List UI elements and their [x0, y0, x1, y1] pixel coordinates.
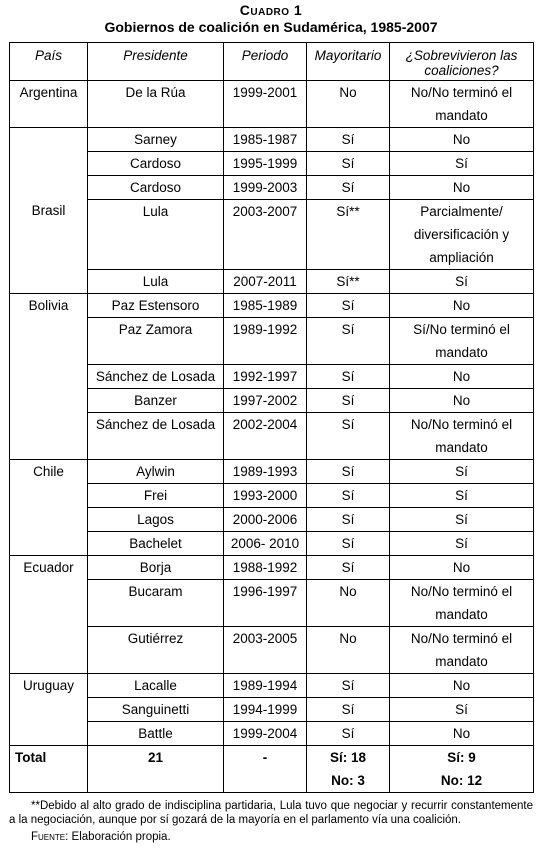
cell-sobrevivieron: No — [390, 294, 534, 318]
cell-sobrevivieron: No — [390, 365, 534, 389]
table-row — [10, 532, 534, 556]
cell-periodo: 1989-1992 — [224, 318, 307, 365]
cell-mayoritario: Sí — [307, 556, 390, 580]
cell-mayoritario: Sí — [307, 389, 390, 413]
caption-title: Gobiernos de coalición en Sudamérica, 1985-2007 — [104, 19, 438, 35]
table-row — [10, 200, 534, 270]
cell-periodo: 2000-2006 — [224, 508, 307, 532]
cell-pais: Uruguay — [10, 674, 88, 746]
table-row — [10, 508, 534, 532]
cell-mayoritario: Sí** — [307, 200, 390, 270]
table-row — [10, 176, 534, 200]
cell-periodo: 1992-1997 — [224, 365, 307, 389]
cell-presidente: Cardoso — [88, 176, 224, 200]
total-row — [10, 746, 534, 793]
cell-periodo: 2003-2005 — [224, 627, 307, 674]
cell-pais: Chile — [10, 460, 88, 556]
table-row — [10, 413, 534, 460]
total-label: Total — [10, 746, 88, 793]
cell-sobrevivieron: No/No terminó el mandato — [390, 580, 534, 627]
total-mayoritario-si: Sí: 18 — [329, 750, 367, 765]
cell-presidente: Sarney — [88, 128, 224, 152]
cell-periodo: 2002-2004 — [224, 413, 307, 460]
cell-mayoritario: Sí — [307, 152, 390, 176]
cell-sobrevivieron: No/No terminó el mandato — [390, 413, 534, 460]
table-row — [10, 294, 534, 318]
cell-mayoritario: Sí** — [307, 270, 390, 294]
source-text: Elaboración propia. — [71, 831, 171, 843]
cell-sobrevivieron: No/No terminó el mandato — [390, 81, 534, 128]
table-row — [10, 698, 534, 722]
total-sobrevivieron-no: No: 12 — [440, 773, 483, 788]
cell-sobrevivieron: Sí — [390, 270, 534, 294]
cell-presidente: Battle — [88, 722, 224, 746]
total-periodo: - — [224, 746, 307, 793]
cell-periodo: 2006- 2010 — [224, 532, 307, 556]
cell-mayoritario: Sí — [307, 365, 390, 389]
cell-presidente: Aylwin — [88, 460, 224, 484]
table-row — [10, 627, 534, 674]
table-row — [10, 580, 534, 627]
cell-presidente: Lula — [88, 270, 224, 294]
cell-sobrevivieron: Sí — [390, 698, 534, 722]
table-row — [10, 674, 534, 698]
cell-mayoritario: Sí — [307, 294, 390, 318]
total-sobrevivieron-si: Sí: 9 — [447, 750, 476, 765]
table-row — [10, 152, 534, 176]
cell-presidente: Cardoso — [88, 152, 224, 176]
cell-sobrevivieron: Sí — [390, 152, 534, 176]
cell-periodo: 2003-2007 — [224, 200, 307, 270]
cell-presidente: Gutiérrez — [88, 627, 224, 674]
cell-pais: Bolivia — [10, 294, 88, 460]
cell-mayoritario: Sí — [307, 698, 390, 722]
cell-periodo: 1997-2002 — [224, 389, 307, 413]
cell-pais: Ecuador — [10, 556, 88, 674]
cell-periodo: 1999-2004 — [224, 722, 307, 746]
cell-presidente: Paz Estensoro — [88, 294, 224, 318]
table-notes — [9, 799, 533, 844]
cell-sobrevivieron: Parcialmente/ diversificación y ampliación — [390, 200, 534, 270]
cell-mayoritario: Sí — [307, 318, 390, 365]
cell-sobrevivieron: No — [390, 674, 534, 698]
table-row — [10, 128, 534, 152]
cell-mayoritario: Sí — [307, 508, 390, 532]
header-presidente: Presidente — [88, 43, 224, 81]
cell-presidente: Borja — [88, 556, 224, 580]
header-mayoritario: Mayoritario — [307, 43, 390, 81]
table-caption — [9, 2, 533, 36]
table-row — [10, 81, 534, 128]
table-row — [10, 270, 534, 294]
cell-presidente: Frei — [88, 484, 224, 508]
cell-presidente: Banzer — [88, 389, 224, 413]
cell-mayoritario: Sí — [307, 128, 390, 152]
cell-mayoritario: Sí — [307, 722, 390, 746]
table-row — [10, 318, 534, 365]
cell-sobrevivieron: No — [390, 556, 534, 580]
cell-periodo: 1994-1999 — [224, 698, 307, 722]
header-pais: País — [10, 43, 88, 81]
caption-label: Cuadro 1 — [239, 2, 303, 18]
cell-sobrevivieron: Sí — [390, 532, 534, 556]
total-mayoritario-no: No: 3 — [331, 773, 365, 788]
cell-periodo: 2007-2011 — [224, 270, 307, 294]
cell-periodo: 1988-1992 — [224, 556, 307, 580]
cell-sobrevivieron: Sí — [390, 460, 534, 484]
cell-sobrevivieron: Sí — [390, 508, 534, 532]
table-body — [10, 81, 534, 746]
cell-periodo: 1989-1993 — [224, 460, 307, 484]
table-row — [10, 556, 534, 580]
cell-periodo: 1995-1999 — [224, 152, 307, 176]
cell-mayoritario: No — [307, 580, 390, 627]
cell-pais: Brasil — [10, 128, 88, 294]
cell-periodo: 1993-2000 — [224, 484, 307, 508]
table-row — [10, 365, 534, 389]
cell-presidente: Lacalle — [88, 674, 224, 698]
footnote: **Debido al alto grado de indisciplina partidaria, Lula tuvo que negociar y recurrir constantemente a la negociación, aunque por sí gozará de la mayoría en el parlamento vía una coalición. — [9, 800, 533, 826]
cell-sobrevivieron: No — [390, 389, 534, 413]
cell-presidente: Paz Zamora — [88, 318, 224, 365]
cell-sobrevivieron: No/No terminó el mandato — [390, 627, 534, 674]
cell-mayoritario: Sí — [307, 460, 390, 484]
cell-mayoritario: Sí — [307, 484, 390, 508]
table-row — [10, 484, 534, 508]
total-mayoritario — [307, 746, 390, 793]
total-presidente: 21 — [88, 746, 224, 793]
source-label: Fuente: — [31, 831, 69, 843]
source-line — [9, 830, 533, 844]
cell-pais: Argentina — [10, 81, 88, 128]
cell-mayoritario: Sí — [307, 674, 390, 698]
cell-mayoritario: Sí — [307, 532, 390, 556]
cell-sobrevivieron: No — [390, 128, 534, 152]
cell-mayoritario: Sí — [307, 413, 390, 460]
cell-presidente: Sánchez de Losada — [88, 365, 224, 389]
table-row — [10, 460, 534, 484]
cell-presidente: Lula — [88, 200, 224, 270]
cell-mayoritario: No — [307, 81, 390, 128]
table-row — [10, 722, 534, 746]
cell-sobrevivieron: Sí — [390, 484, 534, 508]
cell-sobrevivieron: No — [390, 176, 534, 200]
cell-mayoritario: No — [307, 627, 390, 674]
cell-periodo: 1999-2001 — [224, 81, 307, 128]
cell-sobrevivieron: No — [390, 722, 534, 746]
cell-presidente: Bucaram — [88, 580, 224, 627]
cell-presidente: Bachelet — [88, 532, 224, 556]
table-row — [10, 389, 534, 413]
coalitions-table — [9, 42, 534, 793]
cell-periodo: 1989-1994 — [224, 674, 307, 698]
cell-periodo: 1985-1989 — [224, 294, 307, 318]
cell-periodo: 1996-1997 — [224, 580, 307, 627]
cell-periodo: 1985-1987 — [224, 128, 307, 152]
cell-presidente: Sánchez de Losada — [88, 413, 224, 460]
header-periodo: Periodo — [224, 43, 307, 81]
cell-presidente: Lagos — [88, 508, 224, 532]
header-row — [10, 43, 534, 81]
cell-periodo: 1999-2003 — [224, 176, 307, 200]
cell-mayoritario: Sí — [307, 176, 390, 200]
header-sobrevivieron: ¿Sobrevivieron las coaliciones? — [390, 43, 534, 81]
cell-sobrevivieron: Sí/No terminó el mandato — [390, 318, 534, 365]
total-sobrevivieron — [390, 746, 534, 793]
cell-presidente: Sanguinetti — [88, 698, 224, 722]
cell-presidente: De la Rúa — [88, 81, 224, 128]
document — [9, 2, 533, 844]
